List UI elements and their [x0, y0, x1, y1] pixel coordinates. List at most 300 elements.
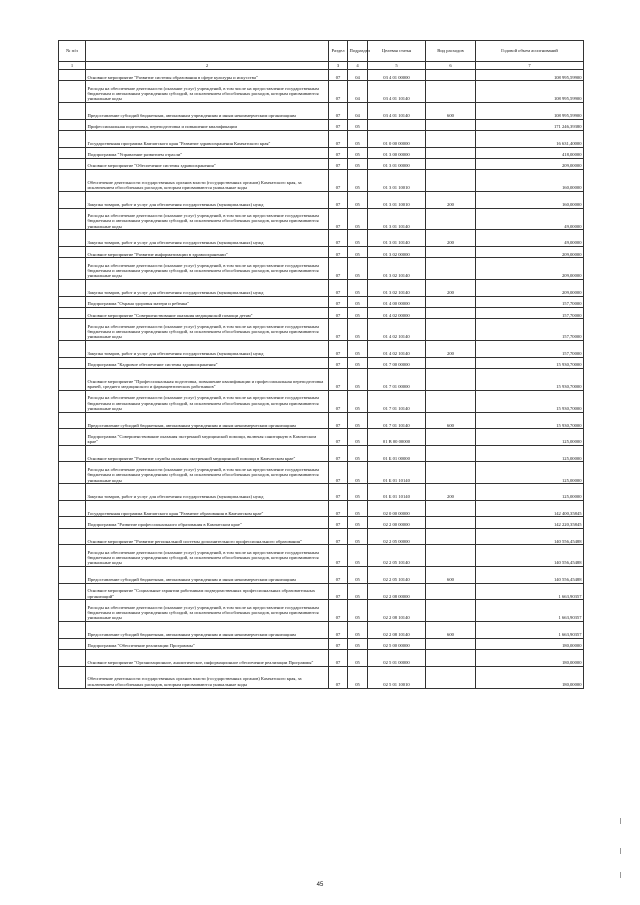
row-razdel-cell: 07 — [329, 650, 348, 667]
row-number-cell — [59, 103, 86, 120]
row-csr-cell: 01 Б 01 00000 — [368, 445, 426, 462]
row-number-cell — [59, 230, 86, 247]
table-row — [59, 638, 584, 649]
row-razdel-cell: 07 — [329, 170, 348, 192]
row-name-cell: Государственная программа Камчатского края "Развитие образования в Камчатском крае" — [86, 500, 329, 517]
row-number-cell — [59, 131, 86, 148]
row-name-cell: Государственная программа Камчатского края "Развитие здравоохранения Камчатского края" — [86, 131, 329, 148]
table-row — [59, 147, 584, 158]
row-amount-cell: 160,00000 — [476, 170, 584, 192]
row-name-cell: Подпрограмма "Обеспечение реализации Программы" — [86, 638, 329, 649]
row-podrazdel-cell: 05 — [348, 230, 368, 247]
row-name-cell: Основное мероприятие "Развитие службы оказания экстренной медицинской помощи в Камчатском крае" — [86, 445, 329, 462]
row-csr-cell: 01 3 01 10010 — [368, 192, 426, 209]
row-name-cell: Расходы на обеспечение деятельности (оказание услуг) учреждений, в том числе на предоставление государственным бюджетным и автономным учреждениям субсидий, за исключением обособленных расходов, которым присваиваются уникальные коды — [86, 390, 329, 412]
row-number-cell — [59, 412, 86, 429]
row-vr-cell — [426, 445, 476, 462]
index-cell: 3 — [329, 62, 348, 70]
row-razdel-cell: 07 — [329, 258, 348, 280]
row-number-cell — [59, 622, 86, 639]
table-row — [59, 600, 584, 622]
row-name-cell: Подпрограмма "Развитие профессионального образования в Камчатском крае" — [86, 517, 329, 528]
index-cell: 7 — [476, 62, 584, 70]
row-razdel-cell: 07 — [329, 412, 348, 429]
row-podrazdel-cell: 05 — [348, 208, 368, 230]
row-csr-cell: 02 5 01 00000 — [368, 650, 426, 667]
row-podrazdel-cell: 05 — [348, 119, 368, 130]
row-amount-cell: 1 663,90357 — [476, 600, 584, 622]
row-amount-cell: 125,00000 — [476, 462, 584, 484]
row-amount-cell: 15 930,70000 — [476, 369, 584, 391]
row-name-cell: Расходы на обеспечение деятельности (оказание услуг) учреждений, в том числе на предоставление государственным бюджетным и автономным учреждениям субсидий, за исключением обособленных расходов, которым присваиваются уникальные коды — [86, 319, 329, 341]
row-csr-cell: 02 2 00 00000 — [368, 517, 426, 528]
row-amount-cell: 1 663,90357 — [476, 583, 584, 600]
row-number-cell — [59, 81, 86, 103]
row-csr-cell — [368, 119, 426, 130]
table-row — [59, 445, 584, 462]
table-row — [59, 308, 584, 319]
row-razdel-cell: 07 — [329, 147, 348, 158]
row-number-cell — [59, 258, 86, 280]
row-csr-cell: 02 5 01 10010 — [368, 666, 426, 688]
row-podrazdel-cell: 05 — [348, 666, 368, 688]
table-row — [59, 296, 584, 307]
table-row — [59, 650, 584, 667]
row-razdel-cell: 07 — [329, 280, 348, 297]
row-number-cell — [59, 308, 86, 319]
row-csr-cell: 01 Б 01 10140 — [368, 462, 426, 484]
row-razdel-cell: 07 — [329, 192, 348, 209]
row-name-cell: Закупка товаров, работ и услуг для обеспечения государственных (муниципальных) нужд — [86, 280, 329, 297]
row-vr-cell — [426, 583, 476, 600]
row-number-cell — [59, 545, 86, 567]
row-vr-cell — [426, 600, 476, 622]
table-row — [59, 545, 584, 567]
row-podrazdel-cell: 05 — [348, 158, 368, 169]
row-csr-cell: 02 2 08 10140 — [368, 600, 426, 622]
row-number-cell — [59, 638, 86, 649]
table-row — [59, 517, 584, 528]
row-vr-cell — [426, 247, 476, 258]
row-name-cell: Закупка товаров, работ и услуг для обеспечения государственных (муниципальных) нужд — [86, 484, 329, 501]
row-amount-cell: 140 556,45488 — [476, 567, 584, 584]
row-razdel-cell: 07 — [329, 103, 348, 120]
row-number-cell — [59, 528, 86, 545]
row-number-cell — [59, 147, 86, 158]
row-name-cell: Основное мероприятие "Развитие информатизации в здравоохранении" — [86, 247, 329, 258]
index-cell: 6 — [426, 62, 476, 70]
row-csr-cell: 01 Б 01 10140 — [368, 484, 426, 501]
row-vr-cell — [426, 390, 476, 412]
table-row — [59, 567, 584, 584]
row-podrazdel-cell: 04 — [348, 103, 368, 120]
row-number-cell — [59, 158, 86, 169]
row-name-cell: Основное мероприятие "Совершенствование оказания медицинской помощи детям" — [86, 308, 329, 319]
row-csr-cell: 01 4 00 00000 — [368, 296, 426, 307]
header-num: № п/п — [59, 41, 86, 62]
row-podrazdel-cell: 05 — [348, 638, 368, 649]
budget-table — [58, 40, 584, 689]
row-vr-cell — [426, 429, 476, 446]
table-row — [59, 258, 584, 280]
table-row — [59, 390, 584, 412]
table-row — [59, 247, 584, 258]
row-vr-cell: 600 — [426, 103, 476, 120]
header-razdel: Раздел — [329, 41, 348, 62]
row-vr-cell: 200 — [426, 280, 476, 297]
table-row — [59, 666, 584, 688]
row-number-cell — [59, 208, 86, 230]
row-razdel-cell: 07 — [329, 600, 348, 622]
row-razdel-cell: 07 — [329, 119, 348, 130]
row-vr-cell — [426, 308, 476, 319]
row-name-cell: Расходы на обеспечение деятельности (оказание услуг) учреждений, в том числе на предоставление государственным бюджетным и автономным учреждениям субсидий, за исключением обособленных расходов, которым присваиваются уникальные коды — [86, 600, 329, 622]
row-csr-cell: 01 3 01 10010 — [368, 170, 426, 192]
row-number-cell — [59, 357, 86, 368]
row-csr-cell: 02 2 08 00000 — [368, 583, 426, 600]
row-csr-cell: 01 3 02 00000 — [368, 247, 426, 258]
row-podrazdel-cell: 05 — [348, 412, 368, 429]
row-razdel-cell: 07 — [329, 369, 348, 391]
row-razdel-cell: 07 — [329, 500, 348, 517]
header-name — [86, 41, 329, 62]
table-row — [59, 119, 584, 130]
row-razdel-cell: 07 — [329, 319, 348, 341]
row-vr-cell: 200 — [426, 484, 476, 501]
row-podrazdel-cell: 05 — [348, 341, 368, 358]
row-number-cell — [59, 192, 86, 209]
row-podrazdel-cell: 05 — [348, 567, 368, 584]
table-row — [59, 192, 584, 209]
scan-edge-mark — [620, 848, 624, 854]
row-razdel-cell: 07 — [329, 296, 348, 307]
row-podrazdel-cell: 05 — [348, 357, 368, 368]
header-csr: Целевая статья — [368, 41, 426, 62]
row-amount-cell: 157,70000 — [476, 308, 584, 319]
table-row — [59, 341, 584, 358]
row-amount-cell: 125,00000 — [476, 429, 584, 446]
row-podrazdel-cell: 04 — [348, 81, 368, 103]
row-name-cell: Основное мероприятие "Социальные гарантии работникам подведомственных профессиональных образовательных организаций" — [86, 583, 329, 600]
row-razdel-cell: 07 — [329, 583, 348, 600]
row-name-cell: Расходы на обеспечение деятельности (оказание услуг) учреждений, в том числе на предоставление государственным бюджетным и автономным учреждениям субсидий, за исключением обособленных расходов, которым присваиваются уникальные коды — [86, 208, 329, 230]
row-name-cell: Обеспечение деятельности государственных органов власти (государственных органов) Камчатского края, за исключением обособленных расходов, которым присваиваются уникальные коды — [86, 666, 329, 688]
row-csr-cell: 01 3 01 10140 — [368, 208, 426, 230]
row-razdel-cell: 07 — [329, 81, 348, 103]
row-amount-cell: 418,00000 — [476, 147, 584, 158]
row-amount-cell: 157,70000 — [476, 341, 584, 358]
row-amount-cell: 49,00000 — [476, 230, 584, 247]
row-podrazdel-cell: 05 — [348, 650, 368, 667]
row-amount-cell: 209,00000 — [476, 258, 584, 280]
row-number-cell — [59, 429, 86, 446]
row-csr-cell: 01 3 01 10140 — [368, 230, 426, 247]
row-amount-cell: 15 930,70000 — [476, 390, 584, 412]
row-csr-cell: 01 3 01 00000 — [368, 158, 426, 169]
row-podrazdel-cell: 05 — [348, 247, 368, 258]
row-amount-cell: 125,00000 — [476, 484, 584, 501]
row-vr-cell — [426, 528, 476, 545]
row-podrazdel-cell: 05 — [348, 429, 368, 446]
row-amount-cell: 180,00000 — [476, 666, 584, 688]
row-csr-cell: 01 4 02 10140 — [368, 319, 426, 341]
row-csr-cell: 01 7 01 00000 — [368, 369, 426, 391]
row-name-cell: Расходы на обеспечение деятельности (оказание услуг) учреждений, в том числе на предоставление государственным бюджетным и автономным учреждениям субсидий, за исключением обособленных расходов, которым присваиваются уникальные коды — [86, 258, 329, 280]
row-amount-cell: 180,00000 — [476, 650, 584, 667]
row-csr-cell: 02 5 00 00000 — [368, 638, 426, 649]
table-row — [59, 500, 584, 517]
row-number-cell — [59, 484, 86, 501]
row-amount-cell: 15 930,70000 — [476, 412, 584, 429]
row-podrazdel-cell: 05 — [348, 296, 368, 307]
row-number-cell — [59, 170, 86, 192]
row-vr-cell — [426, 357, 476, 368]
row-podrazdel-cell: 05 — [348, 622, 368, 639]
row-name-cell: Подпрограмма "Совершенствование оказания экстренной медицинской помощи, включая санитарную в Камчатском крае" — [86, 429, 329, 446]
row-csr-cell: 01 7 01 10140 — [368, 390, 426, 412]
row-csr-cell: 01 4 02 10140 — [368, 341, 426, 358]
row-podrazdel-cell: 05 — [348, 147, 368, 158]
row-razdel-cell: 07 — [329, 390, 348, 412]
row-vr-cell: 200 — [426, 192, 476, 209]
row-vr-cell — [426, 147, 476, 158]
row-vr-cell — [426, 650, 476, 667]
row-name-cell: Расходы на обеспечение деятельности (оказание услуг) учреждений, в том числе на предоставление государственным бюджетным и автономным учреждениям субсидий, за исключением обособленных расходов, которым присваиваются уникальные коды — [86, 81, 329, 103]
row-vr-cell: 600 — [426, 567, 476, 584]
row-podrazdel-cell: 05 — [348, 517, 368, 528]
table-row — [59, 369, 584, 391]
header-vr: Вид расходов — [426, 41, 476, 62]
row-vr-cell: 200 — [426, 230, 476, 247]
row-podrazdel-cell: 05 — [348, 308, 368, 319]
row-podrazdel-cell: 05 — [348, 319, 368, 341]
row-csr-cell: 01 7 00 00000 — [368, 357, 426, 368]
table-row — [59, 484, 584, 501]
row-razdel-cell: 07 — [329, 341, 348, 358]
header-podrazdel: Подраздел — [348, 41, 368, 62]
row-podrazdel-cell: 05 — [348, 462, 368, 484]
row-csr-cell: 01 3 02 10140 — [368, 258, 426, 280]
row-razdel-cell: 07 — [329, 528, 348, 545]
row-podrazdel-cell: 05 — [348, 131, 368, 148]
row-vr-cell — [426, 462, 476, 484]
row-number-cell — [59, 517, 86, 528]
row-amount-cell: 171 246,39380 — [476, 119, 584, 130]
row-vr-cell: 200 — [426, 341, 476, 358]
row-podrazdel-cell: 04 — [348, 70, 368, 81]
row-amount-cell: 15 930,70000 — [476, 357, 584, 368]
row-csr-cell: 02 0 00 00000 — [368, 500, 426, 517]
row-vr-cell — [426, 70, 476, 81]
table-row — [59, 208, 584, 230]
row-csr-cell: 03 4 01 10140 — [368, 81, 426, 103]
row-vr-cell — [426, 545, 476, 567]
row-name-cell: Основное мероприятие "Развитие региональной системы дополнительного профессионального образования" — [86, 528, 329, 545]
row-amount-cell: 157,70000 — [476, 296, 584, 307]
row-name-cell: Предоставление субсидий бюджетным, автономным учреждениям и иным некоммерческим организациям — [86, 622, 329, 639]
row-number-cell — [59, 319, 86, 341]
row-number-cell — [59, 119, 86, 130]
row-podrazdel-cell: 05 — [348, 280, 368, 297]
row-name-cell: Предоставление субсидий бюджетным, автономным учреждениям и иным некоммерческим организациям — [86, 103, 329, 120]
row-number-cell — [59, 600, 86, 622]
row-podrazdel-cell: 05 — [348, 545, 368, 567]
index-cell: 1 — [59, 62, 86, 70]
table-row — [59, 583, 584, 600]
row-name-cell: Основное мероприятие "Организационное, аналитическое, информационное обеспечение реализации Программы" — [86, 650, 329, 667]
row-podrazdel-cell: 05 — [348, 500, 368, 517]
row-podrazdel-cell: 05 — [348, 528, 368, 545]
table-row — [59, 528, 584, 545]
row-name-cell: Предоставление субсидий бюджетным, автономным учреждениям и иным некоммерческим организациям — [86, 412, 329, 429]
row-csr-cell: 02 2 05 10140 — [368, 567, 426, 584]
table-row — [59, 429, 584, 446]
table-header-row — [59, 41, 584, 62]
row-amount-cell: 140 556,45488 — [476, 545, 584, 567]
row-razdel-cell: 07 — [329, 517, 348, 528]
row-number-cell — [59, 369, 86, 391]
table-row — [59, 170, 584, 192]
row-name-cell: Профессиональная подготовка, переподготовка и повышение квалификации — [86, 119, 329, 130]
table-row — [59, 230, 584, 247]
row-podrazdel-cell: 05 — [348, 484, 368, 501]
row-number-cell — [59, 341, 86, 358]
row-razdel-cell: 07 — [329, 545, 348, 567]
row-name-cell: Предоставление субсидий бюджетным, автономным учреждениям и иным некоммерческим организациям — [86, 567, 329, 584]
row-podrazdel-cell: 05 — [348, 600, 368, 622]
row-number-cell — [59, 583, 86, 600]
row-vr-cell — [426, 208, 476, 230]
row-podrazdel-cell: 05 — [348, 258, 368, 280]
row-vr-cell — [426, 296, 476, 307]
row-name-cell: Расходы на обеспечение деятельности (оказание услуг) учреждений, в том числе на предоставление государственным бюджетным и автономным учреждениям субсидий, за исключением обособленных расходов, которым присваиваются уникальные коды — [86, 545, 329, 567]
row-number-cell — [59, 650, 86, 667]
row-amount-cell: 125,00000 — [476, 445, 584, 462]
row-name-cell: Основное мероприятие "Обеспечение системы здравоохранения" — [86, 158, 329, 169]
row-csr-cell: 01 3 02 10140 — [368, 280, 426, 297]
row-name-cell: Основное мероприятие "Профессиональная подготовка, повышение квалификации и профессиональная переподготовка врачей, среднего медицинского и фармацевтических работников" — [86, 369, 329, 391]
row-name-cell: Расходы на обеспечение деятельности (оказание услуг) учреждений, в том числе на предоставление государственным бюджетным и автономным учреждениям субсидий, за исключением обособленных расходов, которым присваиваются уникальные коды — [86, 462, 329, 484]
row-razdel-cell: 07 — [329, 308, 348, 319]
row-number-cell — [59, 280, 86, 297]
row-csr-cell: 03 4 01 10140 — [368, 103, 426, 120]
row-vr-cell — [426, 170, 476, 192]
table-row — [59, 131, 584, 148]
row-amount-cell: 49,00000 — [476, 208, 584, 230]
table-row — [59, 280, 584, 297]
row-number-cell — [59, 70, 86, 81]
row-podrazdel-cell: 05 — [348, 390, 368, 412]
row-csr-cell: 01 В 00 00000 — [368, 429, 426, 446]
header-amount: Годовой объем ассигнований — [476, 41, 584, 62]
row-vr-cell: 600 — [426, 622, 476, 639]
row-csr-cell: 01 7 01 10140 — [368, 412, 426, 429]
row-amount-cell: 108 995,59900 — [476, 81, 584, 103]
table-index-row — [59, 62, 584, 70]
table-row — [59, 103, 584, 120]
row-razdel-cell: 07 — [329, 622, 348, 639]
row-razdel-cell: 07 — [329, 666, 348, 688]
row-razdel-cell: 07 — [329, 131, 348, 148]
row-vr-cell: 600 — [426, 412, 476, 429]
row-amount-cell: 108 995,59900 — [476, 103, 584, 120]
row-vr-cell — [426, 158, 476, 169]
index-cell: 4 — [348, 62, 368, 70]
row-vr-cell — [426, 517, 476, 528]
row-razdel-cell: 07 — [329, 247, 348, 258]
row-vr-cell — [426, 500, 476, 517]
row-razdel-cell: 07 — [329, 158, 348, 169]
row-number-cell — [59, 500, 86, 517]
row-podrazdel-cell: 05 — [348, 445, 368, 462]
row-csr-cell: 01 0 00 00000 — [368, 131, 426, 148]
row-podrazdel-cell: 05 — [348, 369, 368, 391]
row-number-cell — [59, 296, 86, 307]
row-vr-cell — [426, 258, 476, 280]
table-row — [59, 357, 584, 368]
row-amount-cell: 160,00000 — [476, 192, 584, 209]
row-vr-cell — [426, 666, 476, 688]
row-csr-cell: 01 3 00 00000 — [368, 147, 426, 158]
row-razdel-cell: 07 — [329, 208, 348, 230]
row-amount-cell: 209,00000 — [476, 247, 584, 258]
row-razdel-cell: 07 — [329, 567, 348, 584]
row-vr-cell — [426, 638, 476, 649]
row-number-cell — [59, 462, 86, 484]
row-amount-cell: 157,70000 — [476, 319, 584, 341]
scan-edge-mark — [620, 872, 624, 878]
row-podrazdel-cell: 05 — [348, 170, 368, 192]
row-vr-cell — [426, 319, 476, 341]
row-vr-cell — [426, 131, 476, 148]
index-cell: 2 — [86, 62, 329, 70]
row-number-cell — [59, 445, 86, 462]
row-amount-cell: 180,00000 — [476, 638, 584, 649]
row-name-cell: Основное мероприятие "Развитие системы образования в сфере культуры и искусства" — [86, 70, 329, 81]
table-row — [59, 462, 584, 484]
row-razdel-cell: 07 — [329, 70, 348, 81]
row-number-cell — [59, 247, 86, 258]
row-podrazdel-cell: 05 — [348, 583, 368, 600]
row-csr-cell: 03 4 01 00000 — [368, 70, 426, 81]
row-csr-cell: 02 2 08 10140 — [368, 622, 426, 639]
row-number-cell — [59, 666, 86, 688]
row-razdel-cell: 07 — [329, 230, 348, 247]
row-amount-cell: 108 995,59900 — [476, 70, 584, 81]
row-csr-cell: 02 2 05 00000 — [368, 528, 426, 545]
row-amount-cell: 1 663,90357 — [476, 622, 584, 639]
scan-edge-mark — [620, 818, 624, 824]
row-amount-cell: 209,00000 — [476, 280, 584, 297]
row-razdel-cell: 07 — [329, 484, 348, 501]
table-row — [59, 412, 584, 429]
row-name-cell: Закупка товаров, работ и услуг для обеспечения государственных (муниципальных) нужд — [86, 192, 329, 209]
row-number-cell — [59, 390, 86, 412]
row-razdel-cell: 07 — [329, 445, 348, 462]
table-row — [59, 622, 584, 639]
row-amount-cell: 16 631,40000 — [476, 131, 584, 148]
row-amount-cell: 140 556,45488 — [476, 528, 584, 545]
row-vr-cell — [426, 81, 476, 103]
row-name-cell: Закупка товаров, работ и услуг для обеспечения государственных (муниципальных) нужд — [86, 341, 329, 358]
table-row — [59, 319, 584, 341]
row-name-cell: Подпрограмма "Кадровое обеспечение системы здравоохранения" — [86, 357, 329, 368]
row-csr-cell: 01 4 02 00000 — [368, 308, 426, 319]
row-razdel-cell: 07 — [329, 462, 348, 484]
row-razdel-cell: 07 — [329, 638, 348, 649]
row-vr-cell — [426, 119, 476, 130]
row-name-cell: Обеспечение деятельности государственных органов власти (государственных органов) Камчатского края, за исключением обособленных расходов, которым присваиваются уникальные коды — [86, 170, 329, 192]
